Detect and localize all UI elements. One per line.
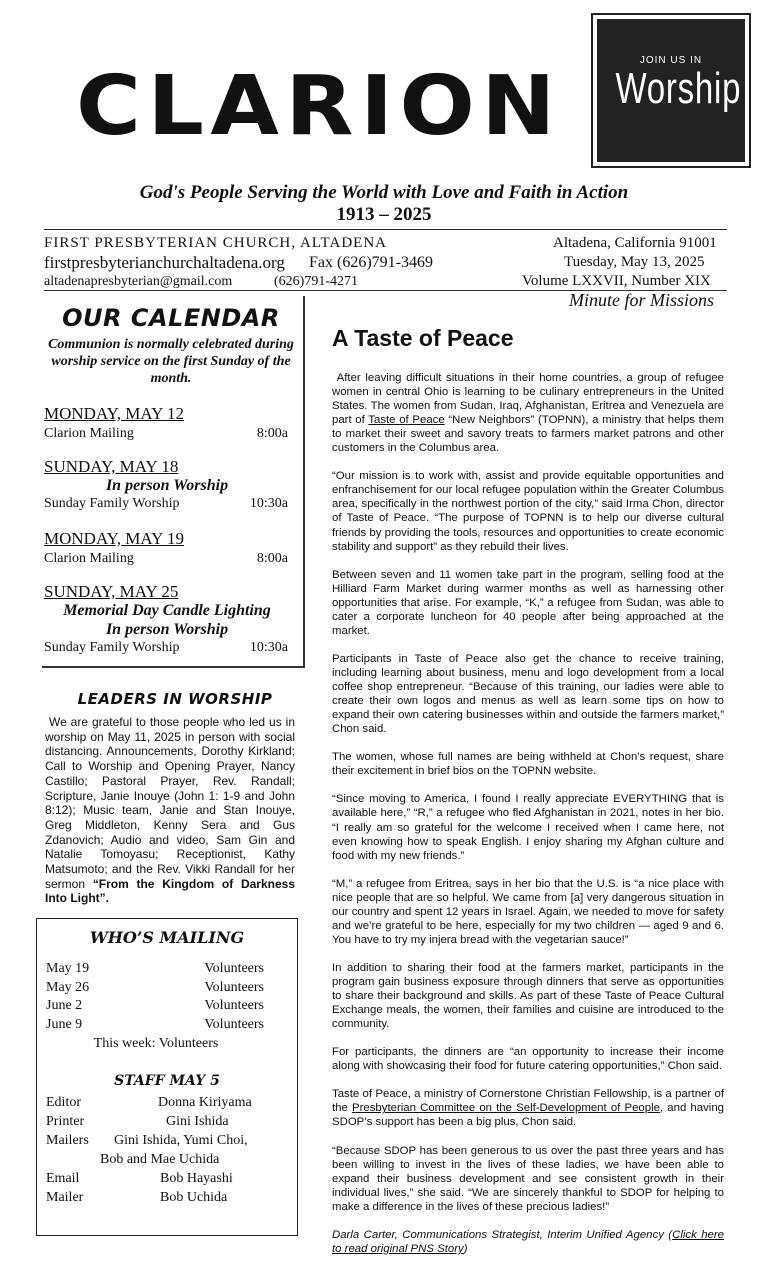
calendar-day-label: MONDAY, MAY 19 xyxy=(44,529,184,548)
article-text: , and having SDOP’s support has been a big plus, Chon said. xyxy=(332,1102,724,1129)
event-time: 10:30a xyxy=(249,496,288,511)
worship-ad-big-text: Worship xyxy=(615,64,742,113)
mailing-who: Volunteers xyxy=(204,998,264,1013)
mailing-row xyxy=(46,1017,264,1033)
article-paragraph: “Since moving to America, I found I really appreciate EVERYTHING that is available here,” “R,” a refugee who fled Afghanistan in 2021, notes in her bio. “I really am so grateful for the welcome I received when I came here, not even knowing how to speak English. I enjoy sharing my Afghan culture and food with my new friends.” xyxy=(332,793,724,862)
calendar-day xyxy=(44,529,184,549)
this-week: This week: Volunteers xyxy=(93,1036,219,1051)
article-text: “New Neighbors” (TOPNN), a ministry that helps them to market their sweet and savory treats to farmers market patrons and other customers in the Columbus area. xyxy=(332,414,724,455)
leaders-title: LEADERS IN WORSHIP xyxy=(77,690,273,708)
calendar-event xyxy=(44,426,288,442)
mailing-date: June 2 xyxy=(46,998,83,1013)
section-label: Minute for Missions xyxy=(569,290,715,310)
calendar-event xyxy=(44,640,288,656)
staff-name: Gini Ishida xyxy=(166,1114,229,1129)
event-name: Sunday Family Worship xyxy=(44,640,180,655)
motto: God's People Serving the World with Love and Faith in Action xyxy=(139,182,629,203)
calendar-day-label: SUNDAY, MAY 25 xyxy=(44,582,179,601)
staff-role: Printer xyxy=(46,1114,85,1129)
article-paragraph: Participants in Taste of Peace also get the chance to receive training, including learning about business, menu and logo development from a local coffee shop entrepreneur. “Because of this training, our ladies were able to create their own logos and menus as well as learn some tips on how to expand their own catering businesses within and outside the farmers market,” Chon said. xyxy=(332,652,724,736)
calendar-title: OUR CALENDAR xyxy=(62,304,280,332)
mailing-date: May 19 xyxy=(46,961,90,976)
taste-of-peace-link[interactable]: Taste of Peace xyxy=(368,414,445,427)
staff-name: Bob and Mae Uchida xyxy=(100,1152,220,1167)
staff-role: Mailer xyxy=(46,1190,84,1205)
city-address: Altadena, California 91001 xyxy=(553,235,717,251)
mailing-row xyxy=(46,980,264,996)
email-link[interactable]: altadenapresbyterian@gmail.com xyxy=(44,274,233,289)
calendar-subtitle: Memorial Day Candle Lighting xyxy=(63,602,271,619)
worship-ad-panel xyxy=(597,19,745,162)
staff-name: Bob Uchida xyxy=(160,1190,228,1205)
church-name: FIRST PRESBYTERIAN CHURCH, ALTADENA xyxy=(44,235,388,251)
article-text: Taste of Peace, a ministry of Cornerstone Christian Fellowship, is a partner of the xyxy=(332,1088,724,1115)
calendar-subtitle: In person Worship xyxy=(105,621,229,638)
credit-text: Darla Carter, Communications Strategist, Interim Unified Agency ( xyxy=(332,1228,673,1241)
event-name: Clarion Mailing xyxy=(44,426,134,441)
sdop-link[interactable]: Presbyterian Committee on the Self-Development of People xyxy=(352,1102,660,1115)
article-body xyxy=(332,371,724,1270)
leaders-text xyxy=(45,715,295,906)
article-title: A Taste of Peace xyxy=(332,325,514,351)
mailing-who: Volunteers xyxy=(204,961,264,976)
calendar-subtitle: In person Worship xyxy=(105,477,229,494)
communion-note: Communion is normally celebrated during worship service on the first Sunday of the month. xyxy=(48,337,294,386)
article-paragraph xyxy=(332,371,724,455)
calendar-event xyxy=(44,551,288,567)
event-name: Clarion Mailing xyxy=(44,551,134,566)
years: 1913 – 2025 xyxy=(336,204,432,225)
event-name: Sunday Family Worship xyxy=(44,496,180,511)
article-paragraph: Between seven and 11 women take part in the program, selling food at the Hilliard Farm Market during warmer months as well as harnessing other opportunities that arise. For example, “K,” a refugee from Sudan, was able to cater a corporate luncheon for 40 people after being approached at the market. xyxy=(332,568,724,637)
mailing-date: June 9 xyxy=(46,1017,83,1032)
article-paragraph: “M,” a refugee from Eritrea, says in her bio that the U.S. is “a nice place with nice people that are so helpful. We came from [a] very dangerous situation in our country and spent 12 years in Israel. Again, we needed to move for safety and we’re grateful to be here, especially for my two children — aged 9 and 6. You have to try my injera bread with the vegetarian sauce!” xyxy=(332,877,724,946)
article-text: After leaving difficult situations in their home countries, a group of refugee women in central Ohio is learning to be culinary entrepreneurs in the United States. The women from Sudan, Iraq, Afghanistan, Eritrea and Venezuela are part of xyxy=(332,372,724,427)
event-time: 8:00a xyxy=(256,426,288,441)
credit-end: ) xyxy=(463,1242,468,1255)
staff-name: Bob Hayashi xyxy=(160,1171,233,1186)
event-time: 8:00a xyxy=(256,551,288,566)
worship-ad-small-text: JOIN US IN xyxy=(639,55,703,66)
mailing-row xyxy=(46,961,264,977)
calendar-day xyxy=(44,404,184,424)
staff-name: Gini Ishida, Yumi Choi, xyxy=(114,1133,248,1148)
worship-ad[interactable] xyxy=(591,13,751,168)
fax-number: Fax (626)791-3469 xyxy=(309,254,433,271)
calendar-event xyxy=(44,496,288,512)
calendar-day-label: SUNDAY, MAY 18 xyxy=(44,457,179,476)
article-paragraph: The women, whose full names are being withheld at Chon's request, share their excitement in brief bios on the TOPNN website. xyxy=(332,751,724,778)
article-paragraph: For participants, the dinners are “an opportunity to increase their income along with showcasing their food for future catering opportunities,” Chon said. xyxy=(332,1046,724,1073)
issue-date: Tuesday, May 13, 2025 xyxy=(564,254,705,270)
staff-role: Email xyxy=(46,1171,80,1186)
mailing-row xyxy=(46,998,264,1014)
calendar-day-label: MONDAY, MAY 12 xyxy=(44,404,184,423)
original-story-link[interactable]: Click here to read original PNS Story xyxy=(332,1228,725,1255)
mailing-title: WHO’S MAILING xyxy=(89,928,245,947)
staff-role: Editor xyxy=(46,1095,81,1110)
masthead-title: CLARION xyxy=(76,59,562,154)
sermon-title: “From the Kingdom of Darkness Into Light”. xyxy=(45,876,295,906)
header-divider xyxy=(44,229,727,230)
staff-name: Donna Kiriyama xyxy=(158,1095,252,1110)
mailing-who: Volunteers xyxy=(204,980,264,995)
staff-title: STAFF MAY 5 xyxy=(114,1073,220,1089)
article-paragraph: “Because SDOP has been generous to us over the past three years and has been willing to invest in the lives of these ladies, we have been able to expand their business development and see consistent growth in their individual lives,” she said. “We are sincerely thankful to SDOP for helping to make a difference in the lives of these precious ladies!” xyxy=(332,1144,724,1213)
mailing-who: Volunteers xyxy=(204,1017,264,1032)
event-time: 10:30a xyxy=(249,640,288,655)
leaders-body: We are grateful to those people who led us in worship on May 11, 2025 in person with social distancing. Announcements, Dorothy Kirkland; Call to Worship and Opening Prayer, Nancy Castillo; Pastoral Prayer, Rev. Randall; Scripture, Janie Inouye (John 1: 1-9 and John 8:12); Music team, Janie and Stan Inouye, Greg Middleton, Kenny Sera and Gus Zdanovich; Audio and video, Sam Gin and Natalie Tomoyasu; Receptionist, Kathy Matsumoto; and the Rev. Vikki Randall for her sermon xyxy=(45,715,295,891)
website-link[interactable]: firstpresbyterianchurchaltadena.org xyxy=(44,253,285,272)
phone-number: (626)791-4271 xyxy=(274,274,358,289)
article-paragraph: In addition to sharing their food at the farmers market, participants in the program gain business exposure through dinners that serve as opportunities to share their background and skills. As part of these Taste of Peace Cultural Exchange meals, the women, their families and cuisine are introduced to the community. xyxy=(332,961,724,1031)
issue-volume: Volume LXXVII, Number XIX xyxy=(522,273,711,289)
article-credit xyxy=(332,1228,724,1256)
article-paragraph xyxy=(332,1087,724,1129)
calendar-day xyxy=(44,582,178,602)
calendar-day xyxy=(44,457,178,477)
staff-role: Mailers xyxy=(46,1133,89,1148)
article-paragraph: “Our mission is to work with, assist and provide equitable opportunities and enfranchisement for our local refugee population within the Greater Columbus area, specifically in the northwest portion of the city,” said Irma Chon, director of Taste of Peace. “The purpose of TOPNN is to help our diverse cultural friends by providing the tools, resources and opportunities to create economic stability and support” as they rebuild their lives. xyxy=(332,470,724,553)
mailing-date: May 26 xyxy=(46,980,90,995)
